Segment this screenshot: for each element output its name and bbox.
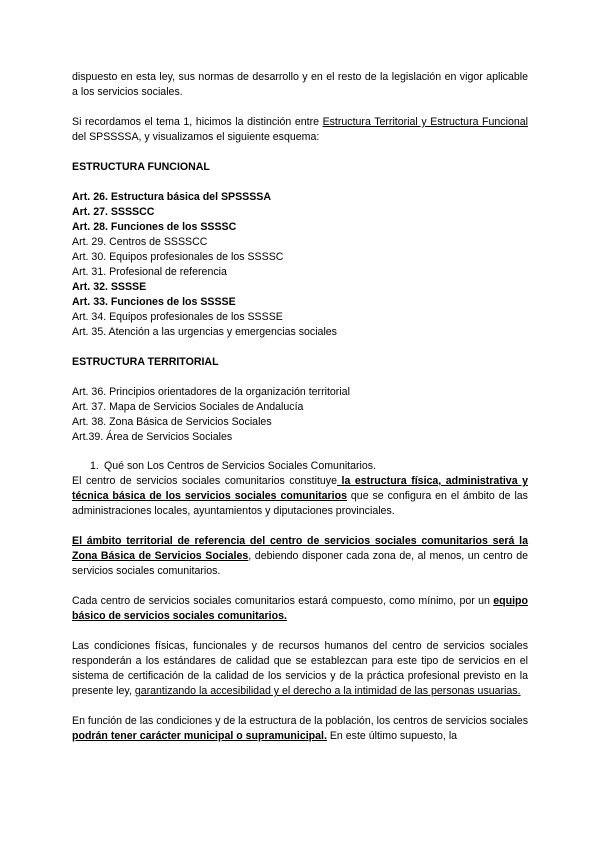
paragraph-funcion (72, 714, 528, 744)
funcional-list-item: Art. 32. SSSSE (72, 281, 147, 293)
paragraph-condiciones (72, 639, 528, 699)
bold-underlined-text: la estructura física, administrativa y técnica básica de los servicios sociales comunitarios (72, 475, 528, 502)
territorial-list-item: Art. 38. Zona Básica de Servicios Sociales (72, 416, 272, 428)
funcional-list-item: Art. 29. Centros de SSSSCC (72, 236, 208, 248)
text: En función de las condiciones y de la estructura de la población, los centros de servicios sociales (72, 715, 528, 727)
text: En este último supuesto, la (326, 730, 458, 742)
list-number: 1. (90, 460, 99, 472)
text: que se configura en el ámbito de las administraciones locales, ayuntamientos y diputaciones provinciales. (72, 490, 528, 517)
bold-underlined-text: El ámbito territorial de referencia del centro de servicios sociales comunitarios será la Zona Básica de Servicios Sociales (72, 535, 528, 562)
funcional-list-item: Art. 30. Equipos profesionales de los SSSSC (72, 251, 284, 263)
text: , debiendo disponer cada zona de, al menos, un centro de servicios sociales comunitarios. (72, 550, 528, 577)
underlined-text: garantizando la accesibilidad y el derecho a la intimidad de las personas usuarias. (134, 685, 521, 697)
paragraph-recall (72, 115, 528, 145)
numbered-heading (72, 459, 528, 474)
text: El centro de servicios sociales comunitarios constituye (72, 475, 337, 487)
paragraph-intro: dispuesto en esta ley, sus normas de desarrollo y en el resto de la legislación en vigor aplicable a los servicios sociales. (72, 71, 528, 98)
paragraph-ambito (72, 534, 528, 579)
funcional-list-item: Art. 26. Estructura básica del SPSSSSA (72, 191, 272, 203)
territorial-list-item: Art.39. Área de Servicios Sociales (72, 431, 233, 443)
list-funcional (72, 190, 528, 340)
funcional-list-item: Art. 35. Atención a las urgencias y emergencias sociales (72, 326, 337, 338)
funcional-list-item: Art. 34. Equipos profesionales de los SSSSE (72, 311, 283, 323)
text: Las condiciones físicas, funcionales y de recursos humanos del centro de servicios sociales responderán a los estándares de calidad que se establezcan para este tipo de servicios en el sistema de certificación de la calidad de los servicios y de la práctica profesional previsto en la presente ley, (72, 640, 528, 697)
bold-underlined-text: podrán tener carácter municipal o supramunicipal. (72, 730, 327, 742)
funcional-list-item: Art. 27. SSSSCC (72, 206, 155, 218)
funcional-list-item: Art. 33. Funciones de los SSSSE (72, 296, 236, 308)
heading-funcional: ESTRUCTURA FUNCIONAL (72, 161, 210, 173)
funcional-list-item: Art. 28. Funciones de los SSSSC (72, 221, 237, 233)
numbered-text: Qué son Los Centros de Servicios Sociales Comunitarios. (104, 460, 377, 472)
funcional-list-item: Art. 31. Profesional de referencia (72, 266, 227, 278)
bold-underlined-text: equipo básico de servicios sociales comunitarios. (72, 595, 528, 622)
paragraph-centro (72, 474, 528, 519)
territorial-list-item: Art. 37. Mapa de Servicios Sociales de Andalucía (72, 401, 304, 413)
text: del SPSSSSA, y visualizamos el siguiente esquema: (72, 131, 320, 143)
list-territorial (72, 385, 528, 445)
territorial-list-item: Art. 36. Principios orientadores de la organización territorial (72, 386, 350, 398)
underlined-text: Estructura Territorial y Estructura Funcional (322, 116, 528, 128)
text: Cada centro de servicios sociales comunitarios estará compuesto, como mínimo, por un (72, 595, 494, 607)
text: Si recordamos el tema 1, hicimos la distinción entre (72, 116, 323, 128)
heading-territorial: ESTRUCTURA TERRITORIAL (72, 356, 219, 368)
document-page (72, 70, 528, 744)
paragraph-equipo (72, 594, 528, 624)
